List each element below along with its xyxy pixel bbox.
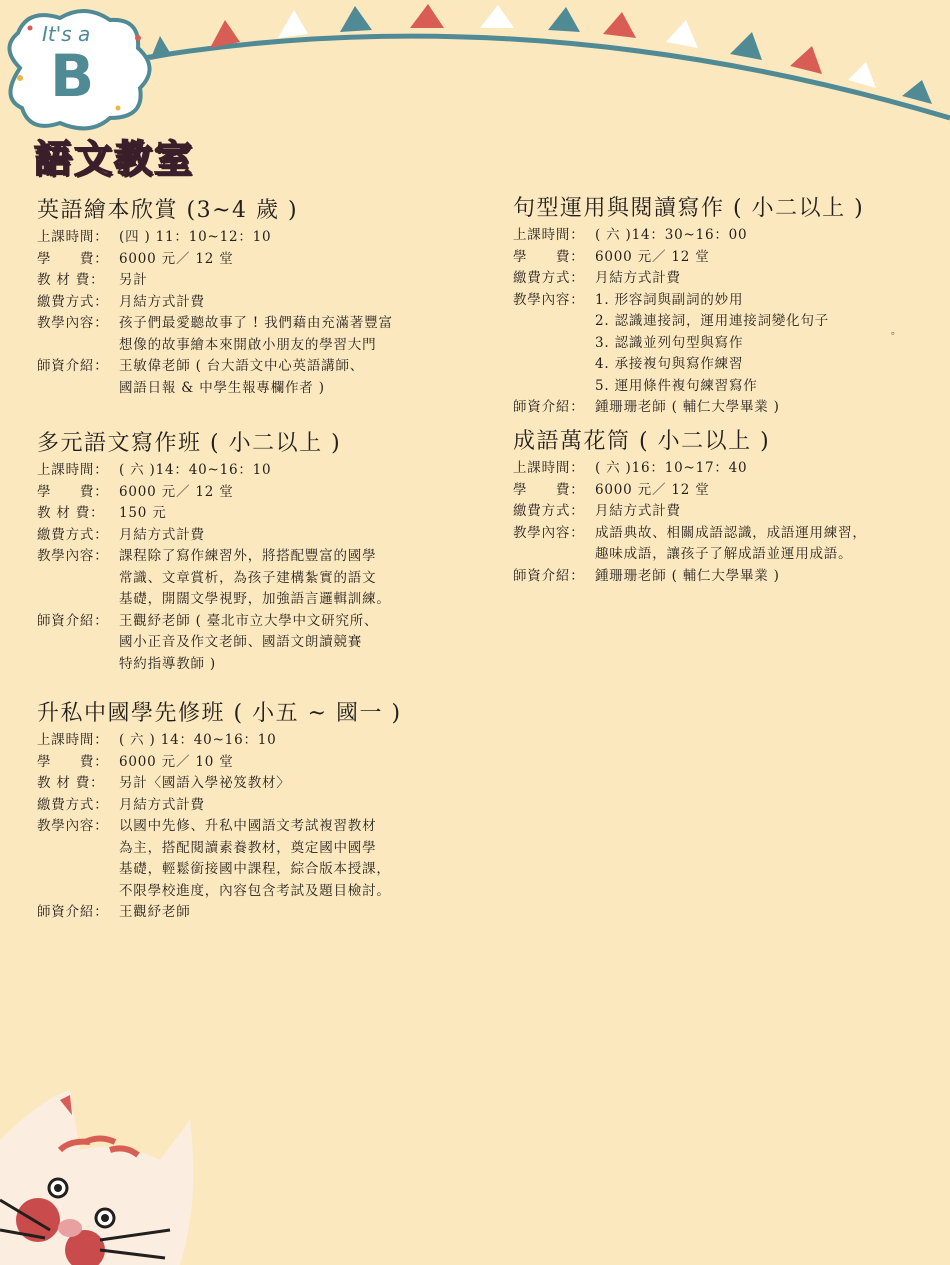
- course-title: 句型運用與閱讀寫作 ( 小二以上 ): [513, 196, 865, 221]
- info-value-line: 鍾珊珊老師 ( 輔仁大學畢業 ): [595, 567, 780, 584]
- info-label: 繳費方式：: [37, 526, 109, 543]
- info-value-line: 國小正音及作文老師、國語文朗讀競賽: [119, 634, 363, 650]
- info-value-line: 課程除了寫作練習外，將搭配豐富的國學: [119, 548, 377, 564]
- info-value-line: 王觀紓老師 ( 臺北市立大學中文研究所、: [119, 612, 379, 629]
- info-value: [119, 546, 447, 611]
- info-label: 教 材 費：: [37, 505, 105, 521]
- course-info-row: [37, 902, 447, 924]
- info-value-line: 以國中先修、升私中國語文考試複習教材: [119, 818, 377, 834]
- info-label: 師資介紹：: [37, 358, 109, 374]
- info-value-line: 成語典故、相關成語認識，成語運用練習，: [595, 524, 867, 541]
- info-label: 上課時間：: [37, 229, 109, 245]
- info-label: 學 費：: [513, 481, 585, 498]
- info-value-line: 國語日報 & 中學生報專欄作者 ): [119, 379, 325, 396]
- info-value-line: 想像的故事繪本來開啟小朋友的學習大門: [119, 336, 377, 353]
- info-value: [595, 501, 923, 523]
- course-title: 多元語文寫作班 ( 小二以上 ): [37, 431, 342, 456]
- info-value: [595, 268, 923, 290]
- info-label: 師資介紹：: [37, 904, 109, 920]
- info-label: 上課時間：: [513, 460, 585, 476]
- logo-text-top: It's a: [42, 22, 91, 46]
- info-label: 上課時間：: [37, 732, 109, 748]
- info-value-line: ( 六 )16：10~17：40: [595, 460, 748, 476]
- course-writing-class: [37, 426, 447, 675]
- info-value: [119, 795, 447, 817]
- info-label: 學 費：: [37, 753, 109, 770]
- info-value-line: 月結方式計費: [119, 526, 205, 543]
- info-label: 學 費：: [37, 250, 109, 267]
- info-value: [595, 480, 923, 502]
- info-value: [119, 730, 447, 752]
- info-value-line: 6000 元／ 12 堂: [119, 483, 234, 500]
- course-title: 英語繪本欣賞 (3~4 歲 ): [37, 198, 299, 223]
- course-info-row: [37, 773, 447, 795]
- info-value: [595, 397, 923, 419]
- course-info-row: [37, 816, 447, 902]
- page-title: 語文教室: [34, 137, 195, 181]
- info-label: 教學內容：: [37, 315, 109, 331]
- course-info-row: [513, 501, 923, 523]
- course-info-row: [37, 546, 447, 611]
- course-info-row: [37, 795, 447, 817]
- info-value-line: 6000 元／ 12 堂: [595, 481, 710, 498]
- info-value-line: 特約指導教師 ): [119, 655, 216, 672]
- info-value-line: 6000 元／ 10 堂: [119, 753, 234, 770]
- course-info-row: [37, 611, 447, 676]
- course-english-picture-book: [37, 193, 447, 399]
- info-value-line: ( 六 ) 14：40~16：10: [119, 732, 277, 748]
- info-value-line: 基礎，輕鬆銜接國中課程，綜合版本授課，: [119, 861, 391, 877]
- info-value: [119, 752, 447, 774]
- info-label: 繳費方式：: [37, 796, 109, 813]
- info-value-line: 3. 認識並列句型與寫作: [595, 334, 744, 351]
- info-value: [119, 503, 447, 525]
- course-info-row: [513, 480, 923, 502]
- course-info-row: [37, 249, 447, 271]
- course-idioms-kaleidoscope: [513, 424, 923, 587]
- info-value: [119, 249, 447, 271]
- info-value: [119, 460, 447, 482]
- info-value-line: 為主，搭配閱讀素養教材，奠定國中國學: [119, 839, 377, 856]
- info-value-line: 2. 認識連接詞，運用連接詞變化句子: [595, 313, 830, 329]
- logo-letter: B: [50, 42, 95, 110]
- course-info-row: [37, 482, 447, 504]
- info-value-line: 王觀紓老師: [119, 904, 191, 920]
- course-info-row: [513, 566, 923, 588]
- course-sentence-reading-writing: [513, 191, 923, 419]
- info-value-line: 6000 元／ 12 堂: [595, 248, 710, 265]
- info-value-line: 王敏偉老師 ( 台大語文中心英語講師、: [119, 358, 365, 374]
- course-info-row: [37, 752, 447, 774]
- course-info-row: [37, 525, 447, 547]
- course-info-row: [37, 730, 447, 752]
- info-value-line: 另計: [119, 272, 148, 288]
- course-info-row: [37, 503, 447, 525]
- info-value-line: 常識、文章賞析，為孩子建構紮實的語文: [119, 569, 377, 586]
- info-value: [119, 313, 447, 356]
- info-value-line: 150 元: [119, 505, 167, 521]
- course-title: 成語萬花筒 ( 小二以上 ): [513, 429, 771, 454]
- info-value-line: ( 六 )14：30~16：00: [595, 227, 748, 243]
- info-value-line: 1. 形容詞與副詞的妙用: [595, 291, 744, 308]
- info-value-line: 6000 元／ 12 堂: [119, 250, 234, 267]
- info-value-line: ( 六 )14：40~16：10: [119, 462, 272, 478]
- info-value: [119, 270, 447, 292]
- info-value: [595, 247, 923, 269]
- trailing-mark: 。: [891, 326, 901, 337]
- info-value-line: 孩子們最愛聽故事了 ! 我們藉由充滿著豐富: [119, 315, 393, 331]
- info-label: 教 材 費：: [37, 272, 105, 288]
- info-label: 教學內容：: [37, 818, 109, 834]
- info-value: [119, 902, 447, 924]
- course-info-row: [513, 290, 923, 398]
- info-label: 師資介紹：: [37, 612, 109, 629]
- info-value: [119, 292, 447, 314]
- course-info-row: [513, 397, 923, 419]
- info-label: 師資介紹：: [513, 567, 585, 584]
- course-info-row: [37, 227, 447, 249]
- info-value-line: 基礎，開闊文學視野，加強語言邏輯訓練。: [119, 591, 391, 607]
- info-value-line: 月結方式計費: [119, 293, 205, 310]
- info-label: 學 費：: [513, 248, 585, 265]
- info-label: 上課時間：: [37, 462, 109, 478]
- info-value: [595, 225, 923, 247]
- course-chinese-prep-class: [37, 696, 447, 924]
- info-label: 學 費：: [37, 483, 109, 500]
- info-label: 上課時間：: [513, 227, 585, 243]
- info-label: 繳費方式：: [513, 270, 585, 286]
- info-value-line: 月結方式計費: [119, 796, 205, 813]
- info-value-line: 月結方式計費: [595, 270, 681, 286]
- info-value-line: 5. 運用條件複句練習寫作: [595, 377, 758, 394]
- info-value: [119, 816, 447, 902]
- info-label: 繳費方式：: [513, 503, 585, 519]
- info-label: 教學內容：: [37, 548, 109, 564]
- info-value: [119, 227, 447, 249]
- course-info-row: [513, 268, 923, 290]
- info-label: 繳費方式：: [37, 293, 109, 310]
- course-title: 升私中國學先修班 ( 小五 ~ 國一 ): [37, 701, 402, 726]
- course-info-row: [513, 247, 923, 269]
- info-value: [595, 523, 923, 566]
- info-value-line: (四 ) 11：10~12：10: [119, 229, 272, 245]
- info-value-line: 另計〈國語入學祕笈教材〉: [119, 775, 291, 791]
- course-info-row: [37, 292, 447, 314]
- info-label: 師資介紹：: [513, 399, 585, 415]
- info-value: [595, 566, 923, 588]
- info-value: [119, 356, 447, 399]
- info-value-line: 4. 承接複句與寫作練習: [595, 356, 744, 372]
- course-info-row: [513, 458, 923, 480]
- info-value: [119, 611, 447, 676]
- course-info-row: [37, 356, 447, 399]
- info-value-line: 月結方式計費: [595, 503, 681, 519]
- course-info-row: [37, 460, 447, 482]
- info-value: [595, 290, 923, 398]
- info-value: [119, 482, 447, 504]
- info-label: 教 材 費：: [37, 775, 105, 791]
- info-value-line: 不限學校進度，內容包含考試及題目檢討。: [119, 882, 391, 899]
- course-info-row: [513, 225, 923, 247]
- course-info-row: [37, 313, 447, 356]
- course-info-row: [37, 270, 447, 292]
- info-value: [119, 773, 447, 795]
- info-value-line: 趣味成語，讓孩子了解成語並運用成語。: [595, 546, 853, 562]
- course-info-row: [513, 523, 923, 566]
- info-value: [595, 458, 923, 480]
- info-label: 教學內容：: [513, 524, 585, 541]
- info-label: 教學內容：: [513, 291, 585, 308]
- info-value: [119, 525, 447, 547]
- info-value-line: 鍾珊珊老師 ( 輔仁大學畢業 ): [595, 399, 780, 415]
- cat-illustration-icon: [0, 1080, 200, 1265]
